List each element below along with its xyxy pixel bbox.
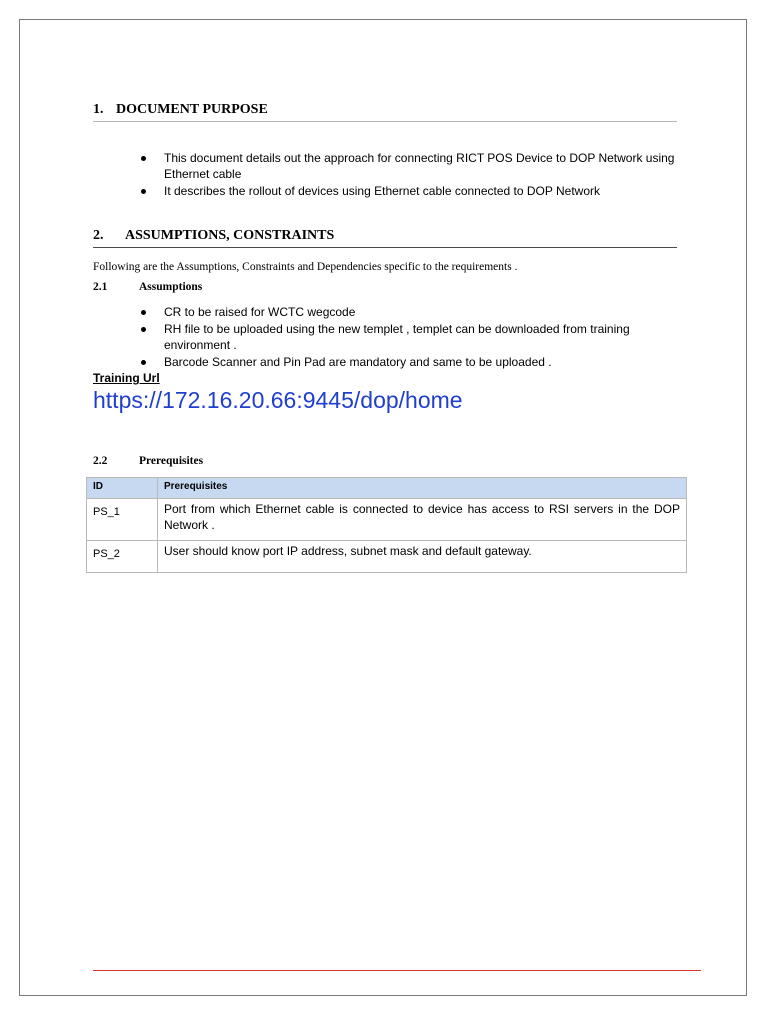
row-prerequisite: User should know port IP address, subnet mask and default gateway. <box>158 541 687 573</box>
section-title: DOCUMENT PURPOSE <box>116 102 268 117</box>
row-prerequisite: Port from which Ethernet cable is connected to device has access to RSI servers in the DOP Network . <box>158 499 687 541</box>
table-row <box>87 499 687 541</box>
table-header-row <box>87 478 687 499</box>
section-title: ASSUMPTIONS, CONSTRAINTS <box>125 228 335 243</box>
assumptions-bullet-list <box>135 304 685 371</box>
subsection-heading-prerequisites <box>93 455 203 467</box>
section-number: 2. <box>93 228 104 243</box>
subsection-number: 2.1 <box>93 281 108 293</box>
list-item: RH file to be uploaded using the new templet , templet can be downloaded from training environment . <box>135 321 685 353</box>
prerequisites-table <box>86 477 687 573</box>
training-url-label: Training Url <box>93 371 160 385</box>
subsection-number: 2.2 <box>93 455 108 467</box>
section-intro-text: Following are the Assumptions, Constraints and Dependencies specific to the requirements . <box>93 261 518 273</box>
subsection-heading-assumptions <box>93 281 202 293</box>
list-item: This document details out the approach for connecting RICT POS Device to DOP Network using Ethernet cable <box>135 150 685 182</box>
subsection-title: Prerequisites <box>139 455 204 467</box>
section-heading-assumptions <box>93 228 677 248</box>
row-id: PS_2 <box>87 541 158 573</box>
list-item: Barcode Scanner and Pin Pad are mandatory and same to be uploaded . <box>135 354 685 370</box>
row-id: PS_1 <box>87 499 158 541</box>
footer-rule <box>93 970 701 971</box>
column-header-id: ID <box>87 478 158 499</box>
list-item: CR to be raised for WCTC wegcode <box>135 304 685 320</box>
section-number: 1. <box>93 102 104 117</box>
list-item: It describes the rollout of devices using Ethernet cable connected to DOP Network <box>135 183 685 199</box>
table-row <box>87 541 687 573</box>
subsection-title: Assumptions <box>139 281 203 293</box>
column-header-prerequisites: Prerequisites <box>158 478 687 499</box>
purpose-bullet-list <box>135 150 685 200</box>
section-heading-document-purpose <box>93 102 677 122</box>
training-url-link[interactable]: https://172.16.20.66:9445/dop/home <box>93 387 463 413</box>
